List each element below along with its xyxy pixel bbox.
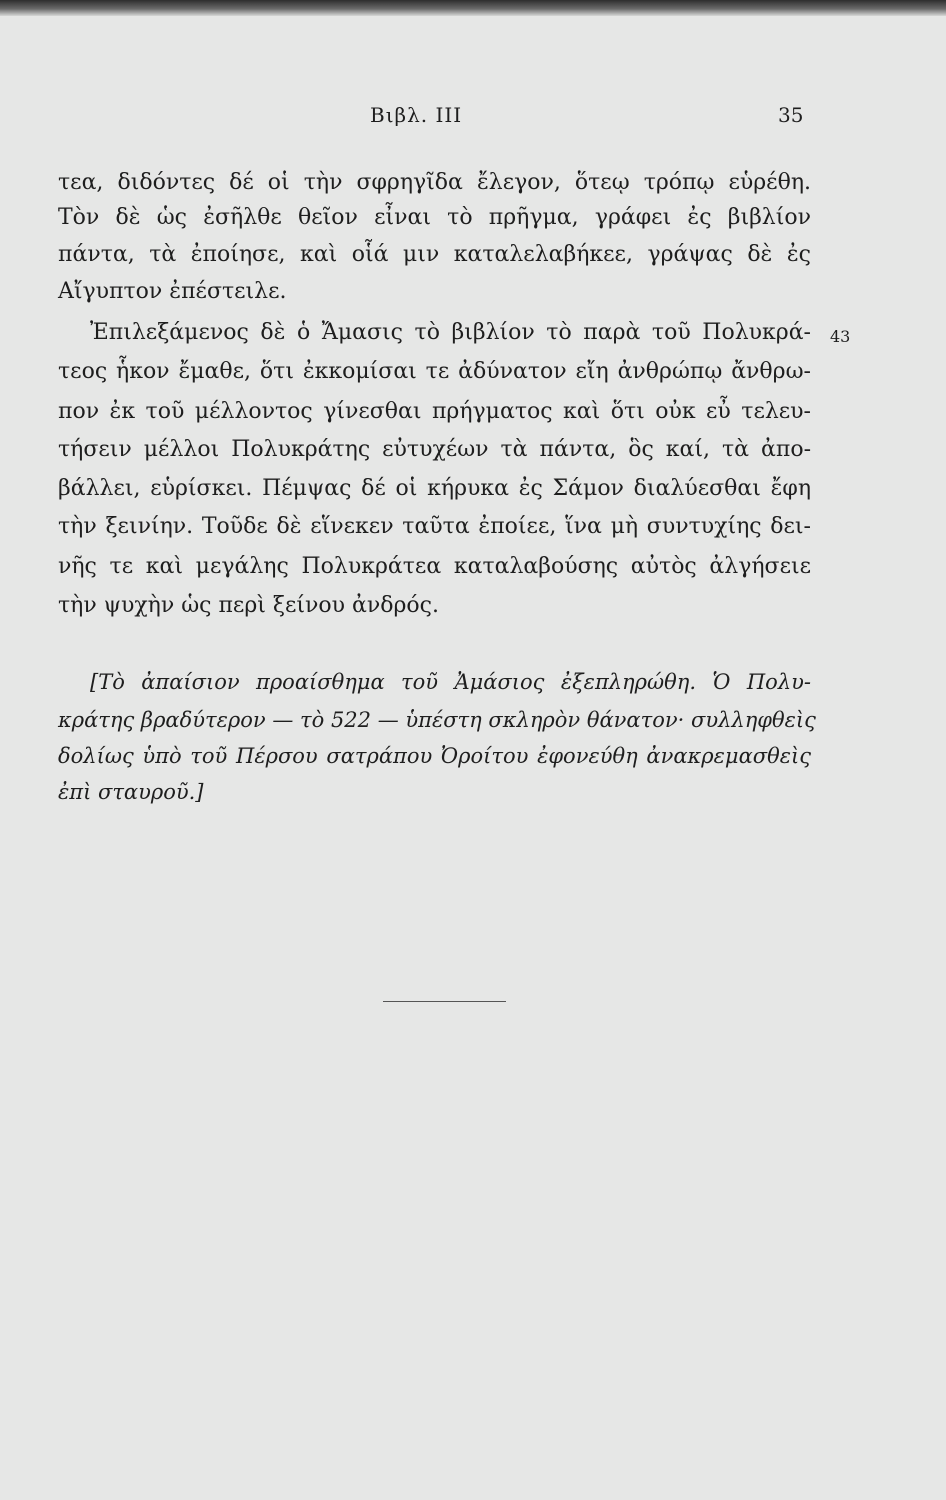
note-line: κράτης βραδύτερον — τὸ 522 — ὑπέστη σκληρὸν θάνατον· συλληφθεὶς — [58, 708, 816, 732]
text-line: νῆς τε καὶ μεγάλης Πολυκράτεα καταλαβούσης αὐτὸς ἀλγήσειε — [58, 554, 811, 579]
margin-chapter-number: 43 — [830, 327, 851, 346]
text-line: βάλλει, εὑρίσκει. Πέμψας δέ οἱ κήρυκα ἐς Σάμον διαλύεσθαι ἔφη — [58, 476, 811, 501]
text-line: τὴν ξεινίην. Τοῦδε δὲ εἵνεκεν ταῦτα ἐποίεε, ἵνα μὴ συντυχίης δει- — [58, 514, 811, 539]
text-line: Ἐπιλεξάμενος δὲ ὁ Ἄμασις τὸ βιβλίον τὸ παρὰ τοῦ Πολυκρά- — [90, 320, 811, 345]
text-line: τήσειν μέλλοι Πολυκράτης εὐτυχέων τὰ πάντα, ὃς καί, τὰ ἀπο- — [58, 437, 811, 462]
text-line: τὴν ψυχὴν ὡς περὶ ξείνου ἀνδρός. — [58, 593, 439, 618]
page-top-edge — [0, 0, 946, 16]
running-head: Βιβλ. III — [370, 103, 463, 127]
section-divider-rule — [383, 1001, 506, 1002]
text-line: τεος ἧκον ἔμαθε, ὅτι ἐκκομίσαι τε ἀδύνατον εἴη ἀνθρώπῳ ἄνθρω- — [58, 359, 811, 384]
note-line: δολίως ὑπὸ τοῦ Πέρσου σατράπου Ὀροίτου ἐφονεύθη ἀνακρεμασθεὶς — [58, 744, 811, 768]
note-line: [Τὸ ἀπαίσιον προαίσθημα τοῦ Ἀμάσιος ἐξεπληρώθη. Ὁ Πολυ- — [90, 670, 811, 694]
note-line: ἐπὶ σταυροῦ.] — [58, 780, 204, 804]
page-header — [0, 103, 946, 133]
text-line: πον ἐκ τοῦ μέλλοντος γίνεσθαι πρήγματος καὶ ὅτι οὐκ εὖ τελευ- — [58, 399, 811, 424]
text-line: Αἴγυπτον ἐπέστειλε. — [58, 279, 287, 304]
text-line: πάντα, τὰ ἐποίησε, καὶ οἷά μιν καταλελαβήκεε, γράψας δὲ ἐς — [58, 242, 811, 267]
text-line: τεα, διδόντες δέ οἱ τὴν σφρηγῖδα ἔλεγον, ὅτεῳ τρόπῳ εὑρέθη. — [58, 170, 811, 195]
page-number: 35 — [778, 103, 804, 127]
text-line: Τὸν δὲ ὡς ἐσῆλθε θεῖον εἶναι τὸ πρῆγμα, γράφει ἐς βιβλίον — [58, 205, 811, 230]
